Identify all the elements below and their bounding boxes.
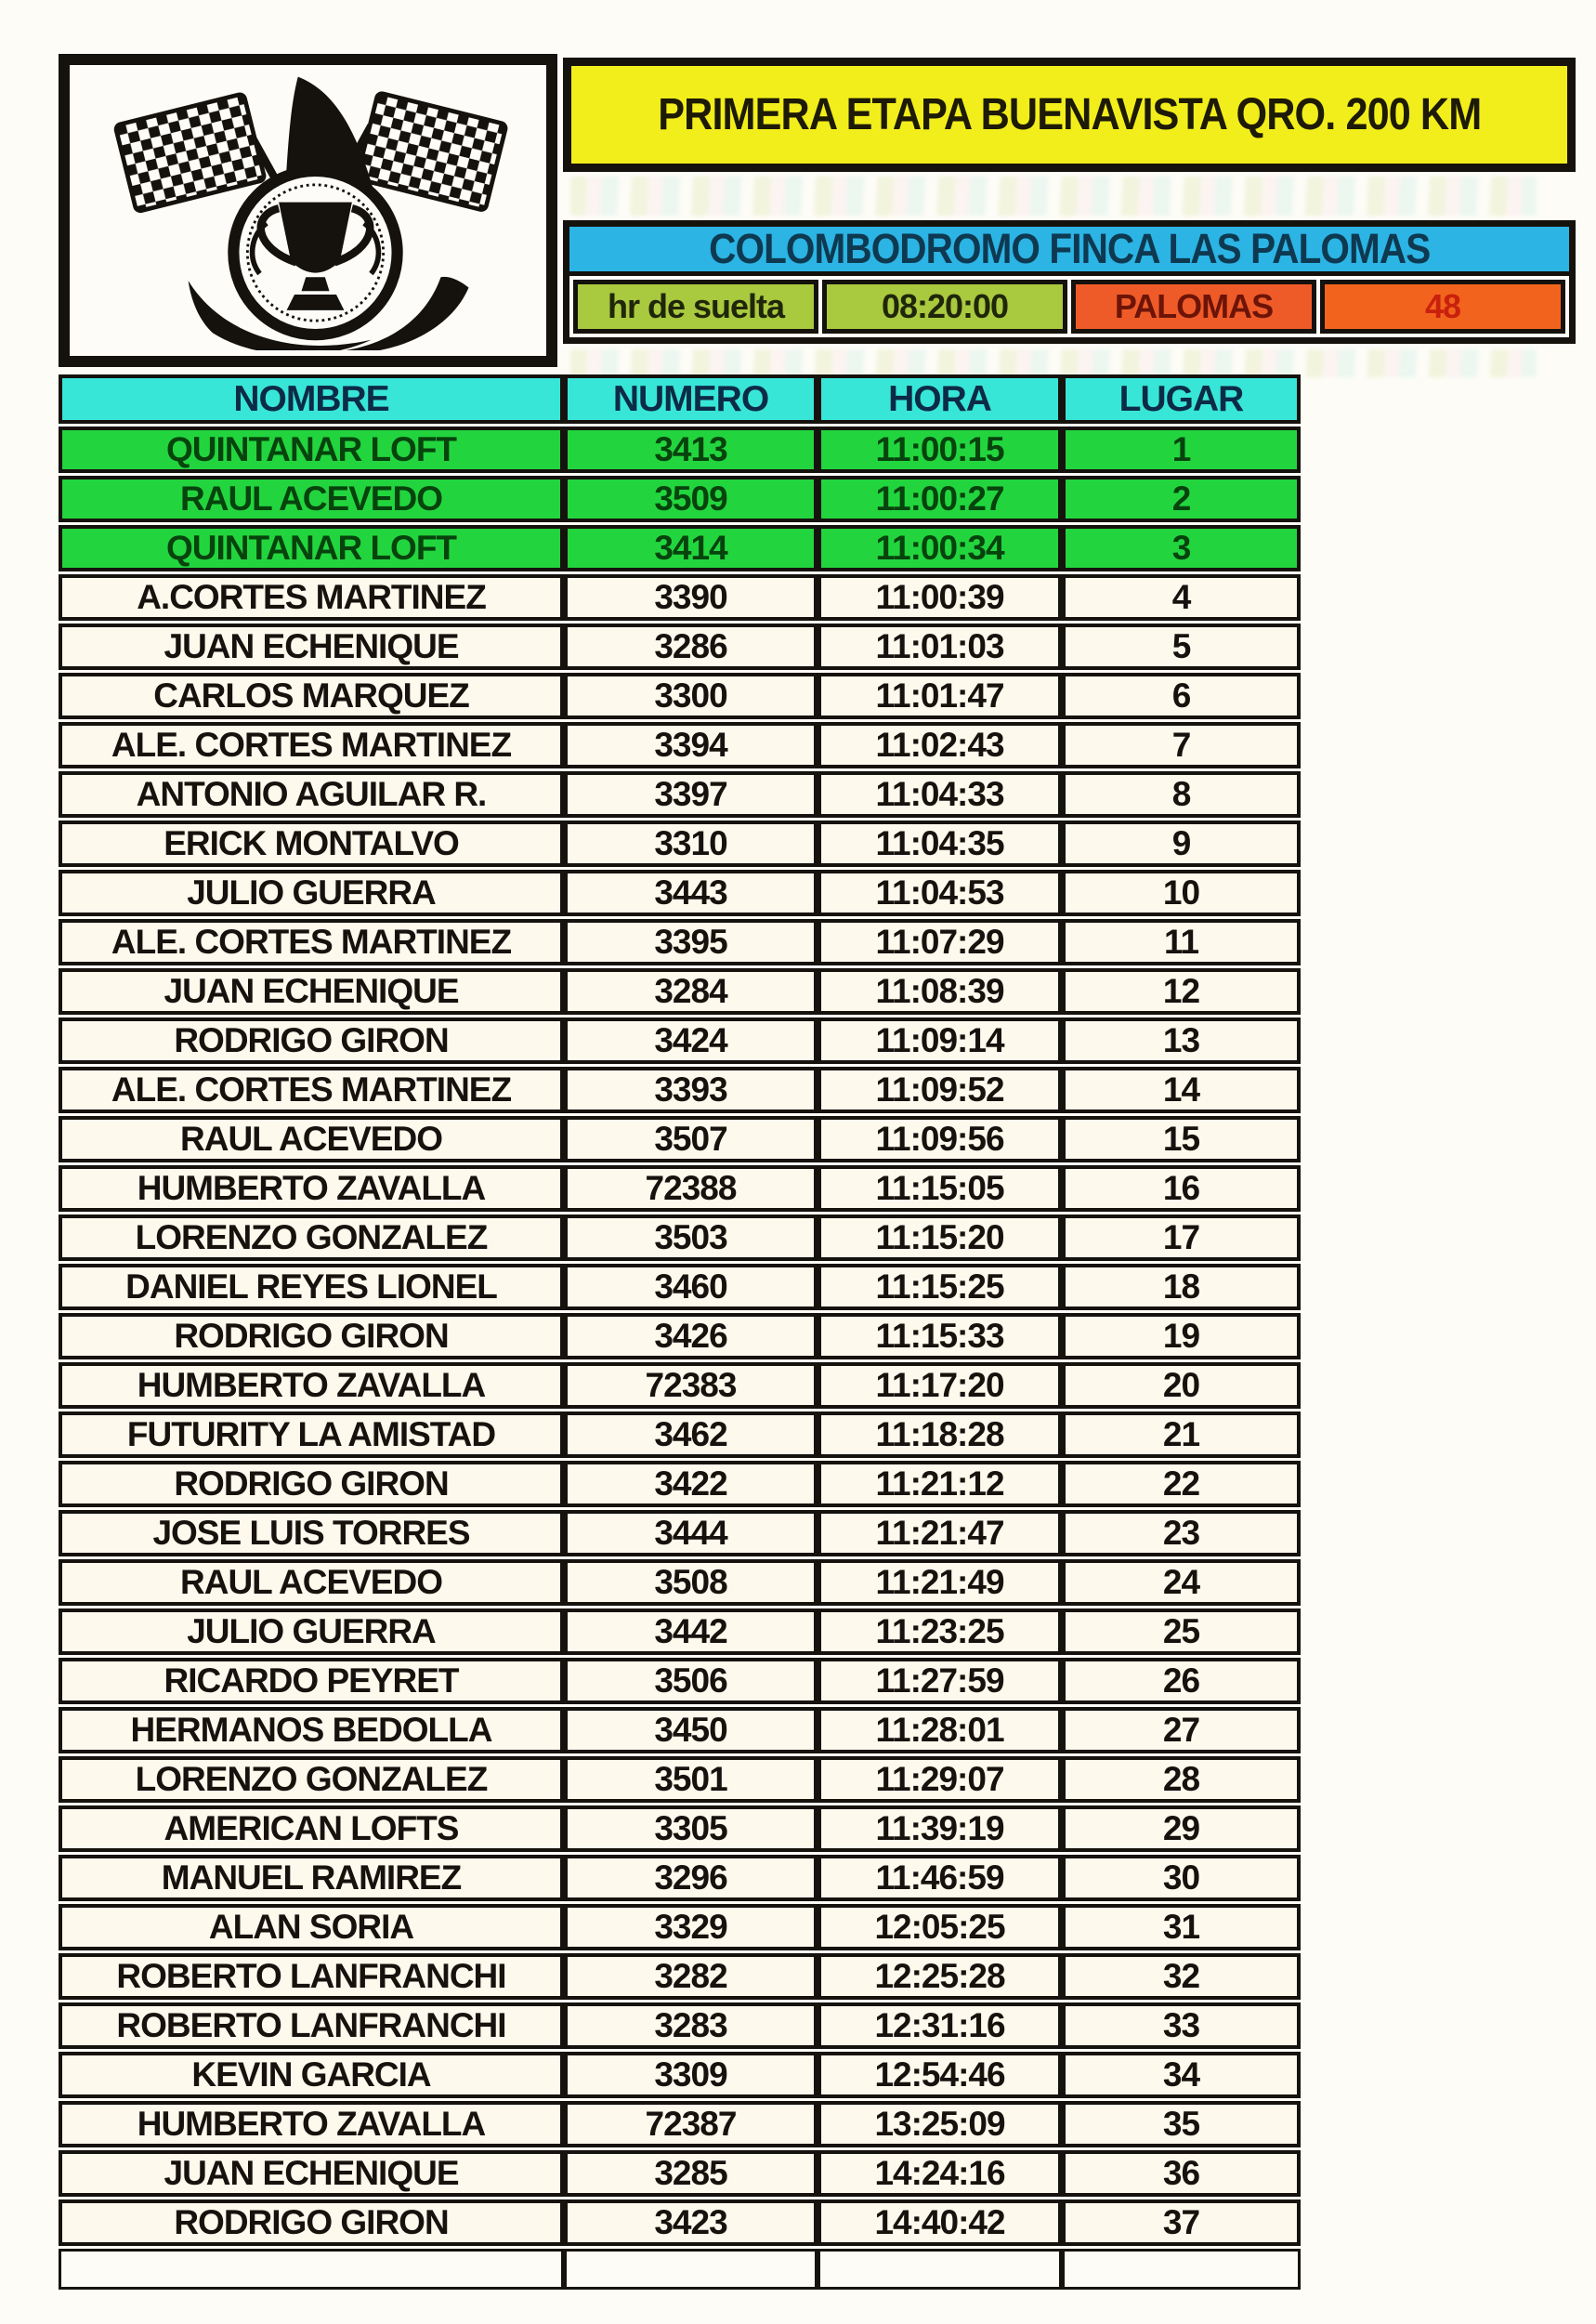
cell-numero: 3284 <box>564 968 818 1015</box>
cell-numero: 3422 <box>564 1461 818 1507</box>
cell-hora: 11:04:33 <box>818 771 1062 818</box>
cell-nombre: RAUL ACEVEDO <box>59 1559 564 1606</box>
cell-nombre: FUTURITY LA AMISTAD <box>59 1411 564 1458</box>
cell-numero: 3286 <box>564 624 818 670</box>
cell-nombre: ALAN SORIA <box>59 1904 564 1950</box>
cell-lugar: 21 <box>1062 1411 1301 1458</box>
cell-lugar: 7 <box>1062 722 1301 768</box>
cell-numero: 3329 <box>564 1904 818 1950</box>
cell-hora: 11:02:43 <box>818 722 1062 768</box>
table-row <box>59 1313 1301 1359</box>
club-banner <box>569 227 1569 276</box>
cell-lugar: 33 <box>1062 2002 1301 2049</box>
cell-hora: 11:00:34 <box>818 525 1062 571</box>
cell-lugar: 27 <box>1062 1707 1301 1753</box>
cell-hora: 11:00:15 <box>818 427 1062 473</box>
release-time-value: 08:20:00 <box>822 280 1067 334</box>
cell-lugar: 8 <box>1062 771 1301 818</box>
club-info-block <box>563 220 1576 344</box>
cell-lugar: 37 <box>1062 2199 1301 2246</box>
cell-numero: 3305 <box>564 1805 818 1852</box>
cell-hora: 11:00:27 <box>818 476 1062 522</box>
cell-numero: 3426 <box>564 1313 818 1359</box>
cell-numero: 3508 <box>564 1559 818 1606</box>
table-row <box>59 2199 1301 2246</box>
cell-hora: 12:25:28 <box>818 1953 1062 2000</box>
table-row <box>59 919 1301 965</box>
table-row <box>59 1855 1301 1901</box>
cell-numero: 3501 <box>564 1756 818 1803</box>
cell-numero: 3509 <box>564 476 818 522</box>
cell-nombre: JOSE LUIS TORRES <box>59 1510 564 1556</box>
cell-lugar: 32 <box>1062 1953 1301 2000</box>
cell-numero-empty <box>564 2249 818 2290</box>
column-header-numero: NUMERO <box>564 374 818 424</box>
cell-hora: 14:40:42 <box>818 2199 1062 2246</box>
table-row <box>59 673 1301 719</box>
cell-nombre: ALE. CORTES MARTINEZ <box>59 1067 564 1113</box>
table-row <box>59 1116 1301 1162</box>
cell-nombre: CARLOS MARQUEZ <box>59 673 564 719</box>
cell-nombre: MANUEL RAMIREZ <box>59 1855 564 1901</box>
cell-nombre-empty <box>59 2249 564 2290</box>
cell-nombre: ALE. CORTES MARTINEZ <box>59 919 564 965</box>
cell-hora: 11:01:47 <box>818 673 1062 719</box>
palomas-count: 48 <box>1320 280 1565 334</box>
cell-nombre: QUINTANAR LOFT <box>59 525 564 571</box>
checkered-flags-trophy-logo <box>85 72 531 350</box>
cell-hora: 11:00:39 <box>818 574 1062 621</box>
cell-numero: 72388 <box>564 1165 818 1212</box>
cell-lugar: 24 <box>1062 1559 1301 1606</box>
table-row <box>59 1805 1301 1852</box>
cell-lugar: 36 <box>1062 2150 1301 2197</box>
cell-nombre: RAUL ACEVEDO <box>59 476 564 522</box>
cell-hora: 11:23:25 <box>818 1608 1062 1655</box>
table-row <box>59 968 1301 1015</box>
cell-numero: 3283 <box>564 2002 818 2049</box>
cell-numero: 3394 <box>564 722 818 768</box>
table-row <box>59 821 1301 867</box>
table-row <box>59 1559 1301 1606</box>
cell-lugar: 22 <box>1062 1461 1301 1507</box>
table-row <box>59 427 1301 473</box>
table-row <box>59 476 1301 522</box>
cell-numero: 3450 <box>564 1707 818 1753</box>
cell-numero: 3397 <box>564 771 818 818</box>
table-row <box>59 2150 1301 2197</box>
cell-numero: 3393 <box>564 1067 818 1113</box>
cell-lugar-empty <box>1062 2249 1301 2290</box>
cell-hora: 11:21:47 <box>818 1510 1062 1556</box>
cell-lugar: 34 <box>1062 2052 1301 2098</box>
cell-nombre: HUMBERTO ZAVALLA <box>59 1362 564 1409</box>
cell-numero: 3424 <box>564 1018 818 1064</box>
cell-hora: 14:24:16 <box>818 2150 1062 2197</box>
cell-lugar: 2 <box>1062 476 1301 522</box>
cell-nombre: JUAN ECHENIQUE <box>59 2150 564 2197</box>
cell-lugar: 14 <box>1062 1067 1301 1113</box>
cell-numero: 3282 <box>564 1953 818 2000</box>
table-row <box>59 1411 1301 1458</box>
cell-nombre: HUMBERTO ZAVALLA <box>59 2101 564 2147</box>
table-row <box>59 624 1301 670</box>
cell-nombre: LORENZO GONZALEZ <box>59 1215 564 1261</box>
results-table-header <box>59 374 1301 424</box>
cell-hora: 11:29:07 <box>818 1756 1062 1803</box>
table-row <box>59 722 1301 768</box>
cell-lugar: 3 <box>1062 525 1301 571</box>
table-row <box>59 1707 1301 1753</box>
cell-numero: 3506 <box>564 1658 818 1704</box>
results-table-body <box>59 427 1301 2290</box>
table-row <box>59 1264 1301 1310</box>
club-logo-box <box>59 54 557 367</box>
table-row <box>59 574 1301 621</box>
cell-numero: 3285 <box>564 2150 818 2197</box>
cell-hora: 11:15:20 <box>818 1215 1062 1261</box>
club-name: COLOMBODROMO FINCA LAS PALOMAS <box>708 225 1431 272</box>
cell-nombre: JULIO GUERRA <box>59 1608 564 1655</box>
cell-lugar: 1 <box>1062 427 1301 473</box>
release-time-label: hr de suelta <box>573 280 818 334</box>
cell-lugar: 5 <box>1062 624 1301 670</box>
cell-nombre: DANIEL REYES LIONEL <box>59 1264 564 1310</box>
cell-nombre: RODRIGO GIRON <box>59 1461 564 1507</box>
cell-numero: 3413 <box>564 427 818 473</box>
cell-numero: 3390 <box>564 574 818 621</box>
table-row <box>59 1165 1301 1212</box>
table-row <box>59 2002 1301 2049</box>
cell-numero: 3462 <box>564 1411 818 1458</box>
table-row <box>59 1362 1301 1409</box>
stage-banner <box>563 58 1576 172</box>
table-row <box>59 1658 1301 1704</box>
header-section <box>59 54 1576 377</box>
table-row <box>59 1608 1301 1655</box>
cell-hora: 12:05:25 <box>818 1904 1062 1950</box>
column-header-lugar: LUGAR <box>1062 374 1301 424</box>
cell-hora: 11:28:01 <box>818 1707 1062 1753</box>
cell-hora: 11:09:14 <box>818 1018 1062 1064</box>
cell-numero: 3507 <box>564 1116 818 1162</box>
cell-lugar: 20 <box>1062 1362 1301 1409</box>
cell-hora: 11:04:35 <box>818 821 1062 867</box>
cell-nombre: ANTONIO AGUILAR R. <box>59 771 564 818</box>
table-row <box>59 1018 1301 1064</box>
cell-hora: 11:21:12 <box>818 1461 1062 1507</box>
cell-hora: 12:54:46 <box>818 2052 1062 2098</box>
cell-nombre: ROBERTO LANFRANCHI <box>59 2002 564 2049</box>
cell-nombre: JUAN ECHENIQUE <box>59 968 564 1015</box>
release-info-strip <box>569 276 1569 337</box>
table-row <box>59 1461 1301 1507</box>
cell-hora: 11:17:20 <box>818 1362 1062 1409</box>
cell-lugar: 12 <box>1062 968 1301 1015</box>
cell-hora: 11:18:28 <box>818 1411 1062 1458</box>
table-row <box>59 1510 1301 1556</box>
cell-hora: 11:07:29 <box>818 919 1062 965</box>
cell-hora: 11:09:56 <box>818 1116 1062 1162</box>
cell-hora: 12:31:16 <box>818 2002 1062 2049</box>
cell-nombre: ROBERTO LANFRANCHI <box>59 1953 564 2000</box>
cell-nombre: QUINTANAR LOFT <box>59 427 564 473</box>
cell-hora: 11:04:53 <box>818 870 1062 916</box>
cell-nombre: RICARDO PEYRET <box>59 1658 564 1704</box>
cell-hora: 11:08:39 <box>818 968 1062 1015</box>
cell-numero: 3309 <box>564 2052 818 2098</box>
cell-hora: 11:01:03 <box>818 624 1062 670</box>
cell-numero: 3310 <box>564 821 818 867</box>
cell-lugar: 18 <box>1062 1264 1301 1310</box>
cell-lugar: 11 <box>1062 919 1301 965</box>
cell-nombre: JULIO GUERRA <box>59 870 564 916</box>
column-header-nombre: NOMBRE <box>59 374 564 424</box>
cell-nombre: RODRIGO GIRON <box>59 1313 564 1359</box>
table-row <box>59 1215 1301 1261</box>
cell-numero: 72383 <box>564 1362 818 1409</box>
table-row <box>59 1953 1301 2000</box>
cell-lugar: 19 <box>1062 1313 1301 1359</box>
table-row <box>59 1756 1301 1803</box>
table-row <box>59 2101 1301 2147</box>
cell-numero: 3503 <box>564 1215 818 1261</box>
cell-hora: 11:15:33 <box>818 1313 1062 1359</box>
cell-nombre: LORENZO GONZALEZ <box>59 1756 564 1803</box>
empty-row <box>59 2249 1301 2290</box>
cell-nombre: A.CORTES MARTINEZ <box>59 574 564 621</box>
cell-lugar: 29 <box>1062 1805 1301 1852</box>
cell-lugar: 26 <box>1062 1658 1301 1704</box>
cell-lugar: 35 <box>1062 2101 1301 2147</box>
banners-column <box>563 54 1576 377</box>
cell-numero: 3444 <box>564 1510 818 1556</box>
cell-hora: 11:39:19 <box>818 1805 1062 1852</box>
palomas-label: PALOMAS <box>1071 280 1316 334</box>
cell-nombre: ERICK MONTALVO <box>59 821 564 867</box>
cell-lugar: 10 <box>1062 870 1301 916</box>
cell-lugar: 6 <box>1062 673 1301 719</box>
column-header-hora: HORA <box>818 374 1062 424</box>
cell-hora: 11:15:25 <box>818 1264 1062 1310</box>
cell-lugar: 9 <box>1062 821 1301 867</box>
table-row <box>59 525 1301 571</box>
cell-lugar: 17 <box>1062 1215 1301 1261</box>
cell-hora: 11:27:59 <box>818 1658 1062 1704</box>
cell-lugar: 4 <box>1062 574 1301 621</box>
cell-lugar: 28 <box>1062 1756 1301 1803</box>
cell-numero: 3414 <box>564 525 818 571</box>
cell-hora: 13:25:09 <box>818 2101 1062 2147</box>
cell-nombre: RODRIGO GIRON <box>59 2199 564 2246</box>
cell-hora: 11:15:05 <box>818 1165 1062 1212</box>
table-row <box>59 870 1301 916</box>
cell-hora-empty <box>818 2249 1062 2290</box>
scan-bleed-artifact <box>570 177 1537 216</box>
cell-nombre: AMERICAN LOFTS <box>59 1805 564 1852</box>
cell-numero: 72387 <box>564 2101 818 2147</box>
cell-numero: 3395 <box>564 919 818 965</box>
cell-hora: 11:21:49 <box>818 1559 1062 1606</box>
cell-numero: 3300 <box>564 673 818 719</box>
cell-nombre: KEVIN GARCIA <box>59 2052 564 2098</box>
cell-nombre: RAUL ACEVEDO <box>59 1116 564 1162</box>
table-row <box>59 771 1301 818</box>
table-row <box>59 1904 1301 1950</box>
cell-numero: 3443 <box>564 870 818 916</box>
cell-nombre: JUAN ECHENIQUE <box>59 624 564 670</box>
cell-lugar: 16 <box>1062 1165 1301 1212</box>
cell-hora: 11:09:52 <box>818 1067 1062 1113</box>
table-row <box>59 2052 1301 2098</box>
cell-lugar: 13 <box>1062 1018 1301 1064</box>
cell-nombre: HUMBERTO ZAVALLA <box>59 1165 564 1212</box>
results-table <box>59 372 1301 2292</box>
cell-hora: 11:46:59 <box>818 1855 1062 1901</box>
cell-numero: 3296 <box>564 1855 818 1901</box>
cell-lugar: 23 <box>1062 1510 1301 1556</box>
cell-lugar: 15 <box>1062 1116 1301 1162</box>
table-row <box>59 1067 1301 1113</box>
cell-lugar: 25 <box>1062 1608 1301 1655</box>
cell-numero: 3423 <box>564 2199 818 2246</box>
cell-nombre: HERMANOS BEDOLLA <box>59 1707 564 1753</box>
cell-lugar: 30 <box>1062 1855 1301 1901</box>
cell-nombre: RODRIGO GIRON <box>59 1018 564 1064</box>
cell-numero: 3442 <box>564 1608 818 1655</box>
cell-lugar: 31 <box>1062 1904 1301 1950</box>
cell-nombre: ALE. CORTES MARTINEZ <box>59 722 564 768</box>
header-row <box>59 374 1301 424</box>
cell-numero: 3460 <box>564 1264 818 1310</box>
stage-title: PRIMERA ETAPA BUENAVISTA QRO. 200 KM <box>657 90 1482 139</box>
